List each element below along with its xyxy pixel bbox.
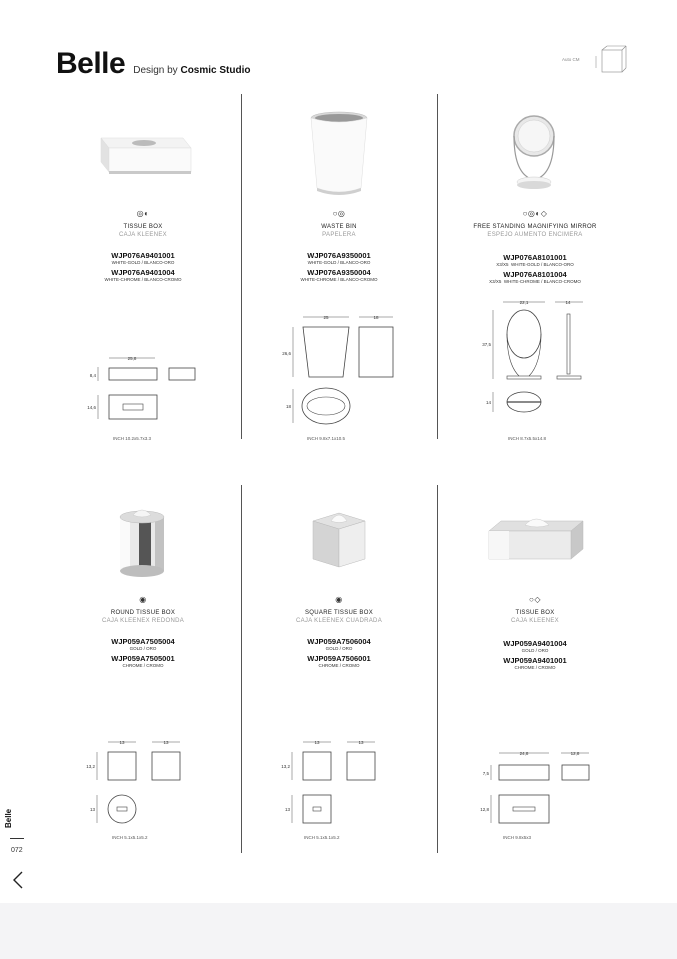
finish-text: WHITE-CHROME / BLANCO-CROMO — [503, 279, 581, 284]
product-name: TISSUE BOX — [515, 610, 555, 616]
dimension-drawing — [437, 294, 633, 424]
product-code: WJP076A8101001 — [503, 253, 567, 262]
inch-dimensions: INCH 10.2x5.7x3.3 — [113, 436, 152, 441]
dim-width: 13 — [119, 740, 125, 745]
brand-name: Belle — [56, 47, 126, 80]
dimension-drawing — [241, 309, 437, 439]
inch-dimensions: INCH 9.8x7.1x10.5 — [307, 436, 346, 441]
finish-label — [437, 262, 633, 268]
side-brand-label: Belle — [4, 808, 13, 828]
finish-label: GOLD / ORO — [521, 648, 549, 653]
product-code: WJP076A9350001 — [307, 251, 371, 260]
finish-swatches: ○◎◐◇ — [522, 209, 548, 218]
product-name-es: CAJA KLEENEX REDONDA — [101, 618, 185, 624]
product-code: WJP076A8101004 — [503, 270, 567, 279]
magnification: X3/X5 — [496, 262, 509, 267]
finish-swatches: ◉ — [335, 595, 343, 604]
magnification: X3/X5 — [489, 279, 502, 284]
product-name: WASTE BIN — [321, 224, 357, 230]
finish-swatches: ◎◐ — [136, 209, 150, 218]
dim-height: 7,5 — [482, 771, 489, 776]
dim-base: 12,8 — [480, 807, 489, 812]
product-image — [241, 505, 437, 605]
footer-bar — [0, 903, 677, 959]
product-name-es: CAJA KLEENEX — [511, 618, 559, 624]
finish-label: WHITE-CHROME / BLANCO-CROMO — [300, 277, 378, 282]
product-image — [437, 100, 633, 200]
dimension-drawing — [437, 745, 633, 875]
product-name-es: CAJA KLEENEX CUADRADA — [296, 618, 382, 624]
finish-text: WHITE-GOLD / BLANCO-ORO — [511, 262, 574, 267]
code-list — [241, 251, 437, 285]
inch-dimensions: INCH 5.1x5.1x5.2 — [112, 835, 148, 840]
finish-swatches: ○◇ — [529, 595, 541, 604]
product-image — [437, 505, 633, 605]
dim-height: 37,5 — [482, 342, 491, 347]
dim-width: 25,8 — [127, 356, 137, 361]
finish-label: WHITE-GOLD / BLANCO-ORO — [111, 260, 175, 265]
inch-dimensions: INCH 9.8x5x3 — [503, 835, 532, 840]
page-header — [56, 47, 250, 81]
side-divider — [10, 838, 24, 839]
finish-label: CHROME / CROMO — [122, 663, 164, 668]
dim-base: 18 — [285, 404, 291, 409]
dim-depth: 13 — [284, 807, 290, 812]
designer-name: Cosmic Studio — [180, 65, 251, 76]
finish-label: CHROME / CROMO — [318, 663, 360, 668]
dim-width: 25 — [323, 315, 329, 320]
dim-height: 13,2 — [86, 764, 95, 769]
product-name-es: PAPELERA — [322, 232, 356, 238]
code-list — [241, 637, 437, 671]
product-name-es: CAJA KLEENEX — [119, 232, 167, 238]
chevron-left-icon[interactable] — [10, 870, 26, 890]
finish-swatches: ○◎ — [332, 209, 346, 218]
dim-width: 13 — [163, 740, 169, 745]
dim-depth: 12,8 — [570, 751, 580, 756]
dim-base: 14 — [485, 400, 491, 405]
dim-depth: 18 — [373, 315, 379, 320]
code-list — [45, 251, 241, 285]
product-code: WJP059A7505004 — [111, 637, 175, 646]
inch-dimensions: INCH 5.1x5.1x5.2 — [304, 835, 340, 840]
inch-dimensions: INCH 8.7x5.5x14.8 — [508, 436, 547, 441]
product-name: TISSUE BOX — [123, 224, 163, 230]
finish-label: WHITE-CHROME / BLANCO-CROMO — [104, 277, 182, 282]
units-label: Auto CM — [562, 57, 580, 62]
dimension-drawing — [45, 735, 241, 865]
product-code: WJP076A9401004 — [111, 268, 175, 277]
code-list — [437, 639, 633, 673]
design-prefix: Design by — [133, 65, 178, 76]
dimension-drawing — [45, 349, 241, 479]
dim-width: 13 — [314, 740, 320, 745]
product-name-es: ESPEJO AUMENTO ENCIMERA — [487, 232, 583, 238]
dim-width: 13 — [358, 740, 364, 745]
product-image — [241, 100, 437, 200]
dimension-drawing — [241, 735, 437, 865]
finish-label: GOLD / ORO — [129, 646, 157, 651]
product-code: WJP059A7506004 — [307, 637, 371, 646]
product-name: ROUND TISSUE BOX — [110, 610, 176, 616]
finish-label: WHITE-GOLD / BLANCO-ORO — [307, 260, 371, 265]
finish-label — [437, 279, 633, 285]
product-code: WJP076A9401001 — [111, 251, 175, 260]
product-name: SQUARE TISSUE BOX — [304, 610, 373, 616]
cube-outline-icon — [590, 44, 630, 78]
finish-swatches: ◉ — [139, 595, 147, 604]
product-code: WJP059A7505001 — [111, 654, 175, 663]
code-list — [45, 637, 241, 671]
product-image — [45, 108, 241, 208]
code-list — [437, 253, 633, 287]
product-code: WJP076A9350004 — [307, 268, 371, 277]
dim-width: 22,1 — [519, 300, 529, 305]
dim-depth: 13 — [89, 807, 95, 812]
product-image — [45, 505, 241, 605]
dim-depth: 14 — [565, 300, 571, 305]
product-code: WJP059A9401001 — [503, 656, 567, 665]
dim-height: 26,6 — [282, 351, 291, 356]
dim-depth: 14,6 — [87, 405, 96, 410]
designer-credit — [133, 65, 250, 76]
finish-label: GOLD / ORO — [325, 646, 353, 651]
product-code: WJP059A7506001 — [307, 654, 371, 663]
product-code: WJP059A9401004 — [503, 639, 567, 648]
page-number: 072 — [11, 847, 23, 854]
dim-width: 24,8 — [519, 751, 529, 756]
finish-label: CHROME / CROMO — [514, 665, 556, 670]
product-name: FREE STANDING MAGNIFYING MIRROR — [473, 224, 597, 230]
dim-height: 8,4 — [89, 373, 96, 378]
dim-height: 13,2 — [281, 764, 290, 769]
